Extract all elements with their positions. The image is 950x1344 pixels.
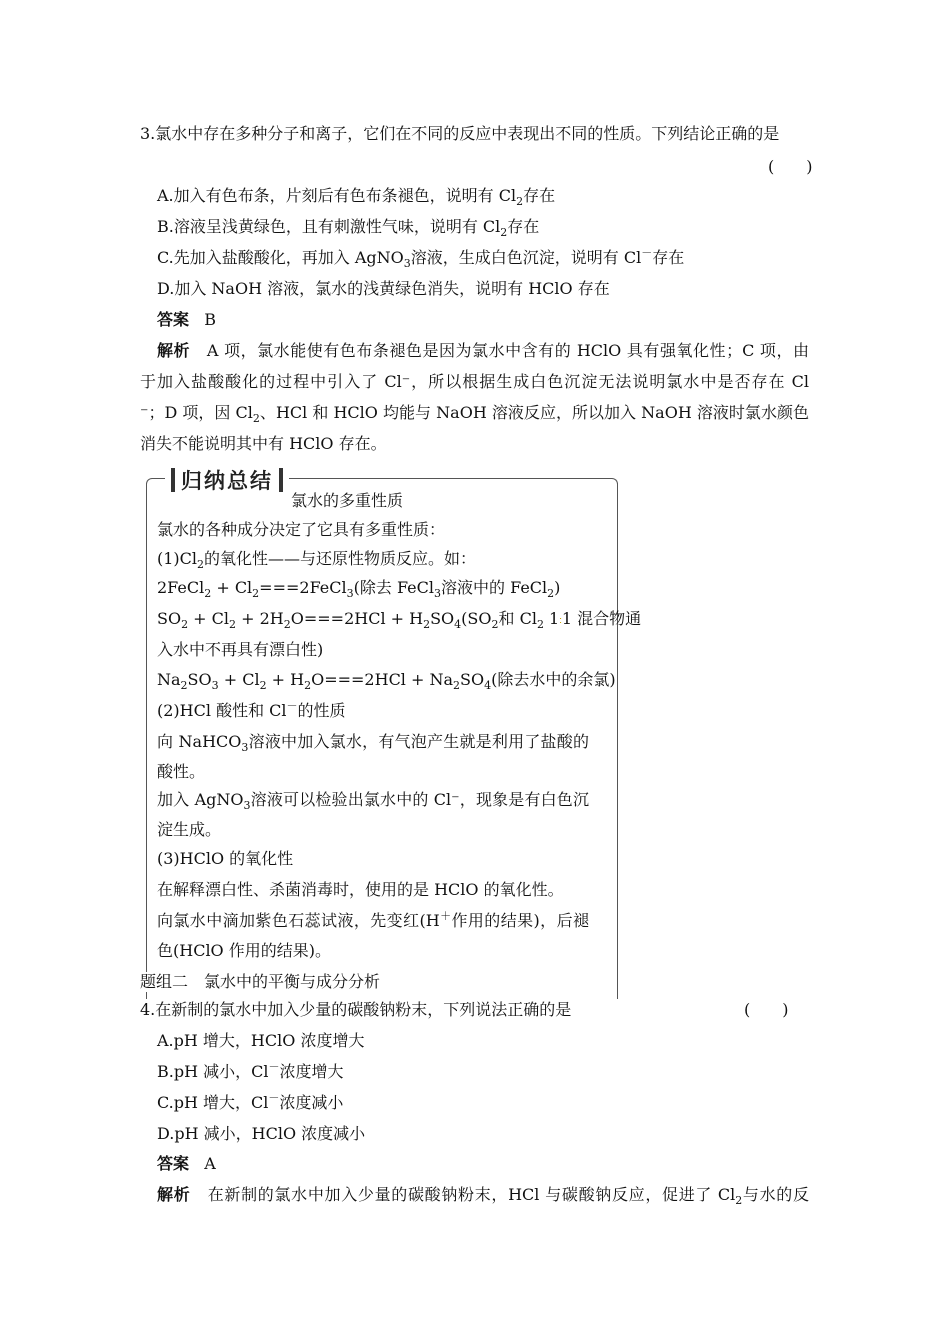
q4-answer-paren: ( ) [744,1000,789,1019]
point-3-line-1: 在解释漂白性、杀菌消毒时，使用的是 HClO 的氧化性。 [157,880,564,899]
summary-point-3: (3)HClO 的氧化性 [157,849,294,868]
summary-intro: 氯水的各种成分决定了它具有多重性质： [157,520,446,539]
q4-option-a: A.pH 增大，HClO 浓度增大 [157,1031,365,1050]
q4-option-d: D.pH 减小，HClO 浓度减小 [157,1124,366,1143]
point-2-line-1: 向 NaHCO$_3$溶液中加入氯水，有气泡产生就是利用了盐酸的 [157,732,589,755]
q4-option-b: B.pH 减小，Cl－浓度增大 [157,1060,344,1081]
point-3-line-2: 向氯水中滴加紫色石蕊试液，先变红(H＋作用的结果)，后褪 [157,909,589,930]
q3-option-b: B.溶液呈浅黄绿色，且有刺激性气味，说明有 $Cl_2$存在 [157,217,540,240]
point-2-line-3: 加入 AgNO$_3$溶液可以检验出氯水中的 Cl⁻，现象是有白色沉 [157,790,589,813]
q3-option-a: A.加入有色布条，片刻后有色布条褪色，说明有 $Cl_2$存在 [157,186,556,209]
q3-analysis-line-4: 消失不能说明其中有 HClO 存在。 [140,434,387,453]
q3-option-c: C.先加入盐酸酸化，再加入 AgNO$_3$溶液，生成白色沉淀，说明有 Cl－存在 [157,246,685,271]
summary-header [165,464,289,496]
summary-point-1: $(1)Cl_2$的氧化性——与还原性物质反应。如： [157,549,477,572]
point-2-line-2: 酸性。 [157,762,206,781]
q3-analysis-line-2: 于加入盐酸酸化的过程中引入了 Cl⁻，所以根据生成白色沉淀无法说明氯水中是否存在 Cl [140,372,809,391]
summary-header-text: 归纳总结 [181,469,273,493]
q4-stem: 4.在新制的氯水中加入少量的碳酸钠粉末，下列说法正确的是 [140,1000,572,1019]
q3-option-d: D.加入 NaOH 溶液，氯水的浅黄绿色消失，说明有 HClO 存在 [157,279,610,298]
header-bar-icon [279,468,283,492]
q4-analysis-line-1: 解析 在新制的氯水中加入少量的碳酸钠粉末，HCl 与碳酸钠反应，促进了 $Cl_2$与水的反 [157,1185,809,1208]
header-bar-icon [171,468,175,492]
equation-2-continued: 入水中不再具有漂白性) [157,640,324,659]
equation-1: 2FeCl$_2$ + $Cl_2===2FeCl_3$(除去 FeCl$_3$溶液中的 FeCl$_2$) [157,578,561,601]
equation-3: $Na_2SO_3 + Cl_2 + H_2O===2HCl + Na_2SO_4$(除去水中的余氯) [157,670,616,693]
point-2-line-4: 淀生成。 [157,820,222,839]
q3-answer: 答案 B [157,310,217,329]
q3-answer-paren: ( ) [768,157,813,176]
summary-title: 氯水的多重性质 [291,491,404,510]
q4-option-c: C.pH 增大，Cl－浓度减小 [157,1091,344,1112]
q3-stem: 3.氯水中存在多种分子和离子，它们在不同的反应中表现出不同的性质。下列结论正确的是 [140,124,780,143]
group-2-heading: 题组二 氯水中的平衡与成分分析 [140,972,381,991]
equation-2: $SO_2 + Cl_2 + 2H_2O===2HCl + H_2SO_4(SO_2$和 $Cl_2$ 1∶1 混合物通 [157,609,642,632]
q3-analysis-line-3: ⁻；D 项，因 $Cl_2$、HCl 和 HClO 均能与 NaOH 溶液反应，所以加入 NaOH 溶液时氯水颜色 [140,403,809,426]
point-3-line-3: 色(HClO 作用的结果)。 [157,941,332,960]
summary-point-2: (2)HCl 酸性和 Cl－的性质 [157,699,346,720]
q4-answer: 答案 A [157,1154,216,1173]
q3-analysis-line-1: 解析 A 项，氯水能使有色布条褪色是因为氯水中含有的 HClO 具有强氧化性；C 项，由 [157,341,809,360]
